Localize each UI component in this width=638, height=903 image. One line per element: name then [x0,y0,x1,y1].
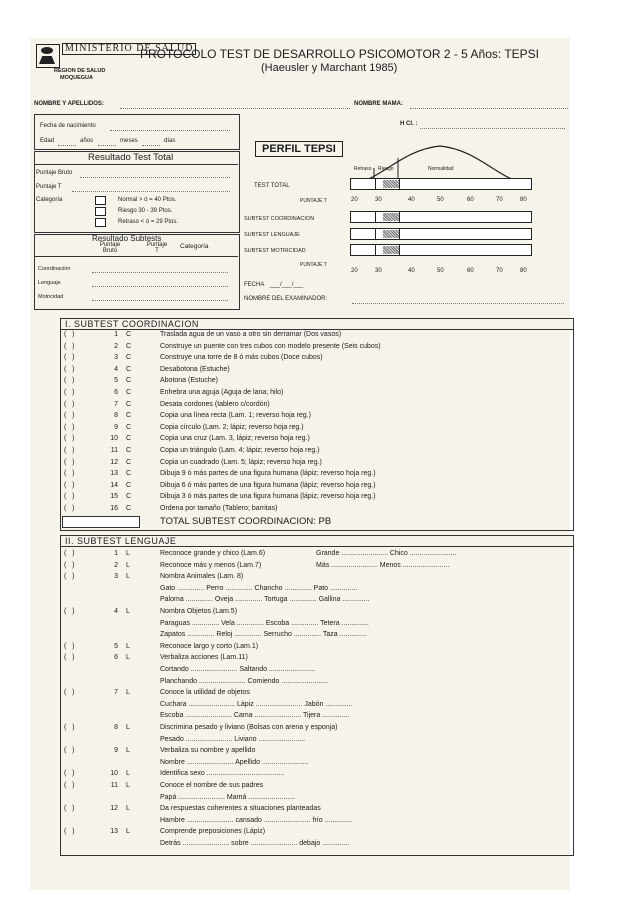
item-text: Dibuja 3 ó más partes de una figura humana (lápiz; reverso hoja reg.) [160,493,376,501]
t-score-label: Puntaje T [36,184,62,190]
item-code: C [126,493,132,501]
zone-risk: Riesgo [378,166,394,172]
item-text: Nombre ........................ Apellido ........................ [160,758,309,766]
coordination-total-label: TOTAL SUBTEST COORDINACION: PB [160,516,332,527]
col-category: Categoría [180,243,209,250]
subtest-row-motor: Motricidad [38,294,64,300]
birth-label: Fecha de nacimiento [40,123,96,129]
date-label: FECHA [244,282,265,288]
days-field[interactable] [142,145,160,146]
item-number: 5 [114,377,118,385]
scale-30: 30 [375,268,382,274]
item-number: 13 [110,470,118,478]
score-parens[interactable]: ( ) [64,608,75,615]
score-parens[interactable]: ( ) [64,412,75,420]
item-text: Escoba ........................ Cama ........................ Tijera .............. [160,712,350,720]
item-code: L [126,561,130,569]
item-number: 2 [114,561,118,569]
scale-40: 40 [408,197,415,203]
score-parens[interactable]: ( ) [64,342,75,350]
years-field[interactable] [58,145,76,146]
item-number: 4 [114,365,118,373]
item-code: C [126,447,132,454]
item-number: 11 [110,447,118,454]
raw-score-field[interactable] [80,177,230,178]
profile-title: PERFIL TEPSI [255,141,343,157]
item-text: Copia una cruz (Lam. 3, lápiz; reverso hoja reg.) [160,435,310,443]
item-number: 16 [110,505,118,512]
item-code: L [126,782,130,789]
score-parens[interactable]: ( ) [64,828,75,836]
item-text: Identifica sexo ........................................ [160,770,285,778]
risk-label: Riesgo 30 - 39 Ptos. [118,208,173,214]
item-code: L [126,642,130,650]
score-parens[interactable]: ( ) [64,747,75,755]
divider [34,256,238,257]
score-parens[interactable]: ( ) [64,470,75,478]
item-text: Paraguas .............. Vela .............. Escoba .............. Tetera .............. [160,619,369,627]
item-text: Desata cordones (tablero c/cordón) [160,400,270,408]
score-parens[interactable]: ( ) [64,805,75,813]
item-code: L [126,747,130,755]
item-code: L [126,689,130,697]
scale-60: 60 [467,268,474,274]
normal-label: Normal > ó = 40 Ptos. [118,197,177,203]
item-text: Copia un triángulo (Lam. 4; lápiz; reverso hoja reg.) [160,447,320,454]
subtest-motr-bar[interactable] [350,244,532,256]
section-coordination-title: I. SUBTEST COORDINACION [60,318,574,330]
item-text: Zapatos .............. Reloj .............. Serrucho .............. Taza .............. [160,631,367,639]
puntaje-t-label: PUNTAJE T [300,198,327,204]
score-parens[interactable]: ( ) [64,654,75,662]
item-code: C [126,377,132,385]
item-text: Paloma .............. Oveja .............. Tortuga .............. Gallina .............. [160,596,370,604]
item-number: 4 [114,608,118,615]
item-code: C [126,365,132,373]
item-number: 10 [110,770,118,778]
item-text: Pesado ........................ Liviano ........................ [160,735,306,743]
item-text: Cortando ........................ Saltando ........................ [160,666,316,673]
lang-result-field[interactable] [92,286,228,287]
item-code: L [126,724,130,731]
item-text: Nombra Animales (Lam. 8) [160,573,244,581]
item-code: C [126,354,132,362]
score-parens[interactable]: ( ) [64,493,75,501]
item-number: 2 [114,342,118,350]
item-code: C [126,470,132,478]
city-label: MOQUEGUA [60,75,93,81]
years-label: años [80,138,94,144]
score-parens[interactable]: ( ) [64,423,75,431]
date-field[interactable]: ___/___/___ [270,282,304,288]
item-number: 6 [114,389,118,396]
item-text: Verbaliza su nombre y apellido [160,747,256,755]
item-number: 1 [114,550,118,557]
item-number: 6 [114,654,118,662]
item-code: L [126,550,130,557]
item-text: Discrimina pesado y liviano (Bolsas con arena y esponja) [160,724,338,731]
item-number: 8 [114,412,118,420]
item-code: C [126,412,132,420]
scale-20: 20 [351,197,358,203]
score-parens[interactable]: ( ) [64,724,75,731]
item-text: Construye un puente con tres cubos con modelo presente (Seis cubos) [160,342,381,350]
scale-50: 50 [437,197,444,203]
scale-50: 50 [437,268,444,274]
age-label: Edad [40,138,55,144]
scale-70: 70 [496,268,503,274]
subtest-row-coordination: Coordinación [38,266,71,272]
item-code: C [126,342,132,350]
item-text: Dibuja 9 ó más partes de una figura humana (lápiz; reverso hoja reg.) [160,470,376,478]
item-text: Planchando ........................ Comiendo ........................ [160,677,329,685]
scale-80: 80 [520,268,527,274]
name-label: NOMBRE Y APELLIDOS: [34,101,104,107]
item-number: 12 [110,458,118,466]
months-label: meses [120,138,138,144]
category-label: Categoría [36,197,63,203]
hatch-mark [383,246,399,254]
subtest-coord-bar[interactable] [350,211,532,223]
ministry-name: MINISTERIO DE SALUD [62,43,196,55]
score-parens[interactable]: ( ) [64,573,75,581]
item-text: Detrás ........................ sobre ........................ debajo .............. [160,840,350,847]
item-code: C [126,435,132,443]
scale-70: 70 [496,197,503,203]
item-code: C [126,481,132,489]
section-language-title: II. SUBTEST LENGUAJE [60,535,574,547]
item-code: L [126,573,130,581]
item-number: 7 [114,689,118,697]
item-text: Reconoce grande y chico (Lam.6) [160,550,266,557]
score-parens[interactable]: ( ) [64,642,75,650]
item-code: L [126,654,130,662]
item-code: C [126,389,132,396]
item-code: C [126,458,132,466]
test-total-bar[interactable] [350,178,532,190]
puntaje-t-label-bottom: PUNTAJE T [300,262,327,268]
item-number: 12 [110,805,118,813]
item-text: Cuchara ........................ Lápiz ........................ Jabón .............. [160,700,353,708]
item-code: C [126,400,132,408]
test-total-label: TEST TOTAL [254,183,290,189]
scale-60: 60 [467,197,474,203]
item-number: 10 [110,435,118,443]
item-answer-fields[interactable]: Grande ........................ Chico ........................ [316,550,457,557]
hatch-mark [383,180,399,188]
score-parens[interactable]: ( ) [64,770,75,778]
item-number: 14 [110,481,118,489]
item-number: 9 [114,423,118,431]
subtest-coord-label: SUBTEST COORDINACION [244,216,315,222]
delay-label: Retraso < ó = 29 Ptos. [118,219,179,225]
zone-normal: Normalidad [428,166,454,172]
mother-field[interactable] [410,108,568,109]
score-parens[interactable]: ( ) [64,689,75,697]
hatch-mark [383,230,399,238]
score-parens[interactable]: ( ) [64,331,75,338]
name-field[interactable] [120,108,350,109]
score-parens[interactable]: ( ) [64,481,75,489]
item-text: Traslada agua de un vaso a otro sin derramar (Dos vasos) [160,331,342,338]
item-text: Reconoce largo y corto (Lam.1) [160,642,259,650]
item-text: Enhebra una aguja (Aguja de lana; hilo) [160,389,284,396]
item-number: 8 [114,724,118,731]
item-number: 3 [114,354,118,362]
item-text: Copia una línea recta (Lam. 1; reverso hoja reg.) [160,412,311,420]
subtest-motr-label: SUBTEST MOTRICIDAD [244,248,306,254]
score-parens[interactable]: ( ) [64,354,75,362]
item-number: 13 [110,828,118,836]
score-parens[interactable]: ( ) [64,377,75,385]
item-number: 11 [110,782,118,789]
item-text: Conoce la utilidad de objetos [160,689,250,697]
score-parens[interactable]: ( ) [64,782,75,789]
motor-result-field[interactable] [92,300,228,301]
item-text: Gato .............. Perro .............. Chancho .............. Pato .............. [160,584,358,592]
item-number: 1 [114,331,118,338]
form-subtitle: (Haeusler y Marchant 1985) [261,62,398,74]
item-text: Abotona (Estuche) [160,377,218,385]
item-number: 15 [110,493,118,501]
hcl-label: H Cl. : [400,121,418,127]
item-text: Comprende preposiciones (Lápiz) [160,828,266,836]
ministry-logo-icon [36,44,60,68]
subtests-title: Resultado Subtests [92,234,162,243]
score-parens[interactable]: ( ) [64,561,75,569]
item-code: L [126,805,130,813]
item-code: C [126,505,132,512]
item-text: Papá ........................ Mamá ........................ [160,793,295,801]
subtest-lang-bar[interactable] [350,228,532,240]
item-code: L [126,770,130,778]
item-text: Copia un cuadrado (Lam. 5; lápiz; reverso hoja reg.) [160,458,322,466]
coordination-total-field[interactable] [62,516,140,528]
results-total-title: Resultado Test Total [88,152,174,163]
score-parens[interactable]: ( ) [64,435,75,443]
delay-checkbox[interactable] [95,218,106,227]
divider [34,164,238,165]
item-text: Verbaliza acciones (Lam.11) [160,654,248,662]
item-text: Reconoce más y menos (Lam.7) [160,561,262,569]
scale-80: 80 [520,197,527,203]
score-parens[interactable]: ( ) [64,447,75,454]
item-text: Da respuestas coherentes a situaciones planteadas [160,805,321,813]
score-parens[interactable]: ( ) [64,400,75,408]
item-code: L [126,828,130,836]
item-answer-fields[interactable]: Más ........................ Menos ........................ [316,561,450,569]
item-text: Ordena por tamaño (Tablero; barritas) [160,505,278,512]
days-label: días [164,138,176,144]
birth-field[interactable] [110,130,230,131]
item-number: 5 [114,642,118,650]
score-parens[interactable]: ( ) [64,365,75,373]
hcl-field[interactable] [420,128,565,129]
item-code: L [126,608,130,615]
t-score-field[interactable] [72,191,230,192]
item-number: 7 [114,400,118,408]
hatch-mark [383,213,399,221]
score-parens[interactable]: ( ) [64,389,75,396]
item-text: Conoce el nombre de sus padres [160,782,264,789]
scale-20: 20 [351,268,358,274]
col-t: Puntaje T [146,242,168,254]
item-text: Construye una torre de 8 ó más cubos (Doce cubos) [160,354,323,362]
scale-40: 40 [408,268,415,274]
examiner-field[interactable] [352,303,564,304]
item-code: C [126,423,132,431]
col-raw: Puntaje Bruto [99,242,121,254]
item-number: 9 [114,747,118,755]
item-text: Hambre ........................ cansado ........................ frío .............. [160,816,352,824]
risk-checkbox[interactable] [95,207,106,216]
mother-label: NOMBRE MAMA: [354,101,403,107]
coord-result-field[interactable] [92,272,228,273]
form-title: PROTOCOLO TEST DE DESARROLLO PSICOMOTOR 2 - 5 Años: TEPSI [140,47,540,61]
item-text: Copia círculo (Lam. 2; lápiz; reverso hoja reg.) [160,423,304,431]
examiner-label: NOMBRE DEL EXAMINADOR: [244,296,328,302]
zone-delay: Retraso [354,166,372,172]
item-text: Dibuja 6 ó más partes de una figura humana (lápiz; reverso hoja reg.) [160,481,376,489]
subtest-lang-label: SUBTEST LENGUAJE [244,232,300,238]
scale-30: 30 [375,197,382,203]
item-number: 3 [114,573,118,581]
item-code: C [126,331,132,338]
raw-score-label: Puntaje Bruto [36,170,73,176]
subtest-row-language: Lenguaje [38,280,61,286]
score-parens[interactable]: ( ) [64,458,75,466]
score-parens[interactable]: ( ) [64,505,75,512]
score-parens[interactable]: ( ) [64,550,75,557]
months-field[interactable] [98,145,116,146]
item-text: Nombra Objetos (Lam.5) [160,608,238,615]
region-label: REGION DE SALUD [54,68,106,74]
item-text: Desabotona (Estuche) [160,365,230,373]
normal-checkbox[interactable] [95,196,106,205]
